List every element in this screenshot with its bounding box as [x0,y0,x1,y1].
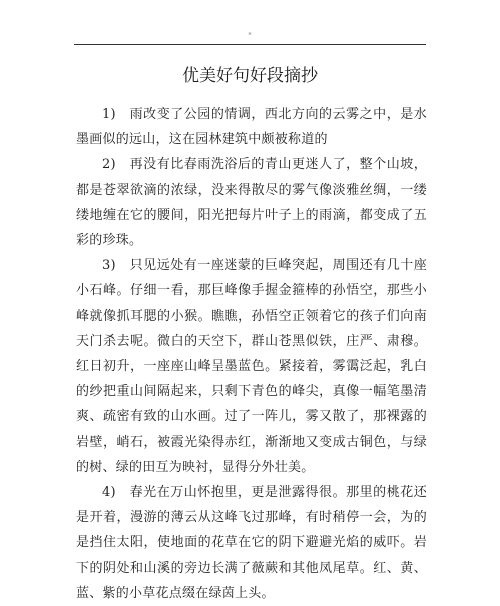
header-mark: * [248,32,252,39]
document-title: 优美好句好段摘抄 [182,66,318,86]
header-rule [74,44,426,45]
paragraph-2: 2) 再没有比春雨洗浴后的青山更迷人了，整个山坡，都是苍翠欲滴的浓绿，没来得散尽的雾气像淡雅丝绸，一缕缕地缠在它的腰间，阳光把每片叶子上的雨滴，都变成了五彩的珍珠。 [76,157,427,249]
paragraph-3: 3) 只见远处有一座迷蒙的巨峰突起，周围还有几十座小石峰。仔细一看，那巨峰像手握金箍棒的孙悟空，那些小峰就像抓耳腮的小猴。瞧瞧，孙悟空正领着它的孩子们向南天门杀去呢。微白的天空下，群山苍黑似铁，庄严、肃穆。红日初升，一座座山峰呈墨蓝色。紧接着，雾霭泛起，乳白的纱把重山间隔起来，只剩下青色的峰尖，真像一幅笔墨清爽、疏密有致的山水画。过了一阵儿，雾又散了，那裸露的岩壁，峭石，被霞光染得赤红，渐渐地又变成古铜色，与绿的树、绿的田互为映衬，显得分外壮美。 [76,258,427,475]
document-body [76,102,427,606]
paragraph-1: 1) 雨改变了公园的情调，西北方向的云雾之中，是水墨画似的远山，这在园林建筑中颇被称道的 [76,107,427,148]
paragraph-4: 4) 春光在万山怀抱里，更是泄露得很。那里的桃花还是开着，漫游的薄云从这峰飞过那峰，有时稍停一会，为的是挡住太阳，使地面的花草在它的阴下避避光焰的威吓。岩下的阴处和山溪的旁边长满了薇蕨和其他凤尾草。红、黄、蓝、紫的小草花点缀在绿茵上头。 [76,485,427,601]
